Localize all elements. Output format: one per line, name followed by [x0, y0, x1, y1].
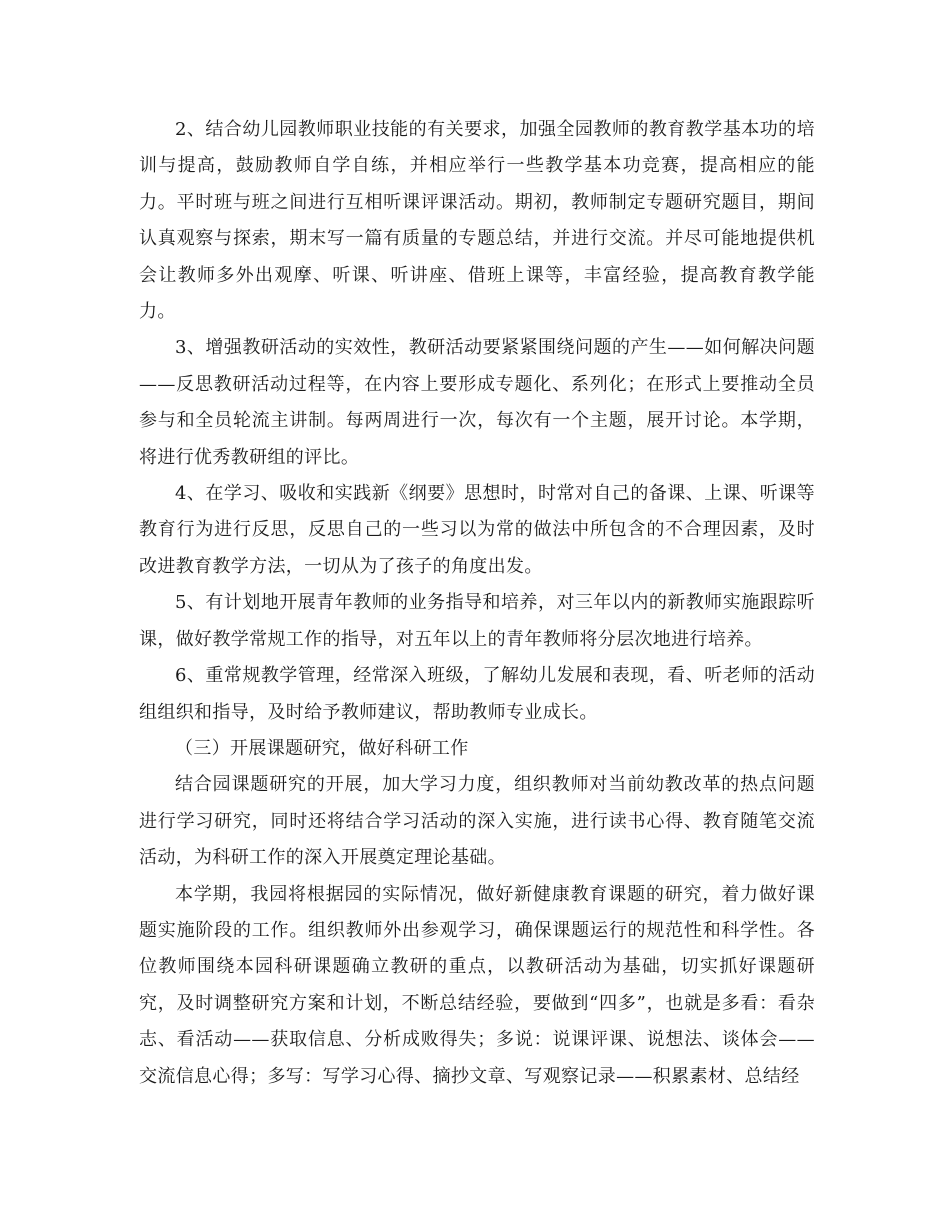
section-heading: （三）开展课题研究，做好科研工作 — [175, 737, 469, 759]
document-body — [139, 112, 815, 1095]
section-paragraph-2: 本学期，我园将根据园的实际情况，做好新健康教育课题的研究，着力做好课题实施阶段的工作。组织教师外出参观学习，确保课题运行的规范性和科学性。各位教师围绕本园科研课题确立教研的重点，以教研活动为基础，切实抓好课题研究，及时调整研究方案和计划，不断总结经验，要做到“四多”，也就是多看：看杂志、看活动——获取信息、分析成败得失；多说：说课评课、说想法、谈体会——交流信息心得；多写：写学习心得、摘抄文章、写观察记录——积累素材、总结经 — [139, 883, 815, 1087]
paragraph-item-2: 2、结合幼儿园教师职业技能的有关要求，加强全园教师的教育教学基本功的培训与提高，鼓励教师自学自练，并相应举行一些教学基本功竞赛，提高相应的能力。平时班与班之间进行互相听课评课活动。期初，教师制定专题研究题目，期间认真观察与探索，期末写一篇有质量的专题总结，并进行交流。并尽可能地提供机会让教师多外出观摩、听课、听讲座、借班上课等，丰富经验，提高教育教学能力。 — [139, 119, 815, 323]
paragraph-item-6: 6、重常规教学管理，经常深入班级，了解幼儿发展和表现，看、听老师的活动组组织和指导，及时给予教师建议，帮助教师专业成长。 — [139, 665, 815, 723]
paragraph-item-4: 4、在学习、吸收和实践新《纲要》思想时，时常对自己的备课、上课、听课等教育行为进行反思，反思自己的一些习以为常的做法中所包含的不合理因素，及时改进教育教学方法，一切从为了孩子的角度出发。 — [139, 483, 815, 577]
paragraph-item-3: 3、增强教研活动的实效性，教研活动要紧紧围绕问题的产生——如何解决问题——反思教研活动过程等，在内容上要形成专题化、系列化；在形式上要推动全员参与和全员轮流主讲制。每两周进行一次，每次有一个主题，展开讨论。本学期，将进行优秀教研组的评比。 — [139, 337, 815, 468]
paragraph-item-5: 5、有计划地开展青年教师的业务指导和培养，对三年以内的新教师实施跟踪听课，做好教学常规工作的指导，对五年以上的青年教师将分层次地进行培养。 — [139, 592, 815, 650]
section-paragraph-1: 结合园课题研究的开展，加大学习力度，组织教师对当前幼教改革的热点问题进行学习研究，同时还将结合学习活动的深入实施，进行读书心得、教育随笔交流活动，为科研工作的深入开展奠定理论基础。 — [139, 774, 815, 869]
